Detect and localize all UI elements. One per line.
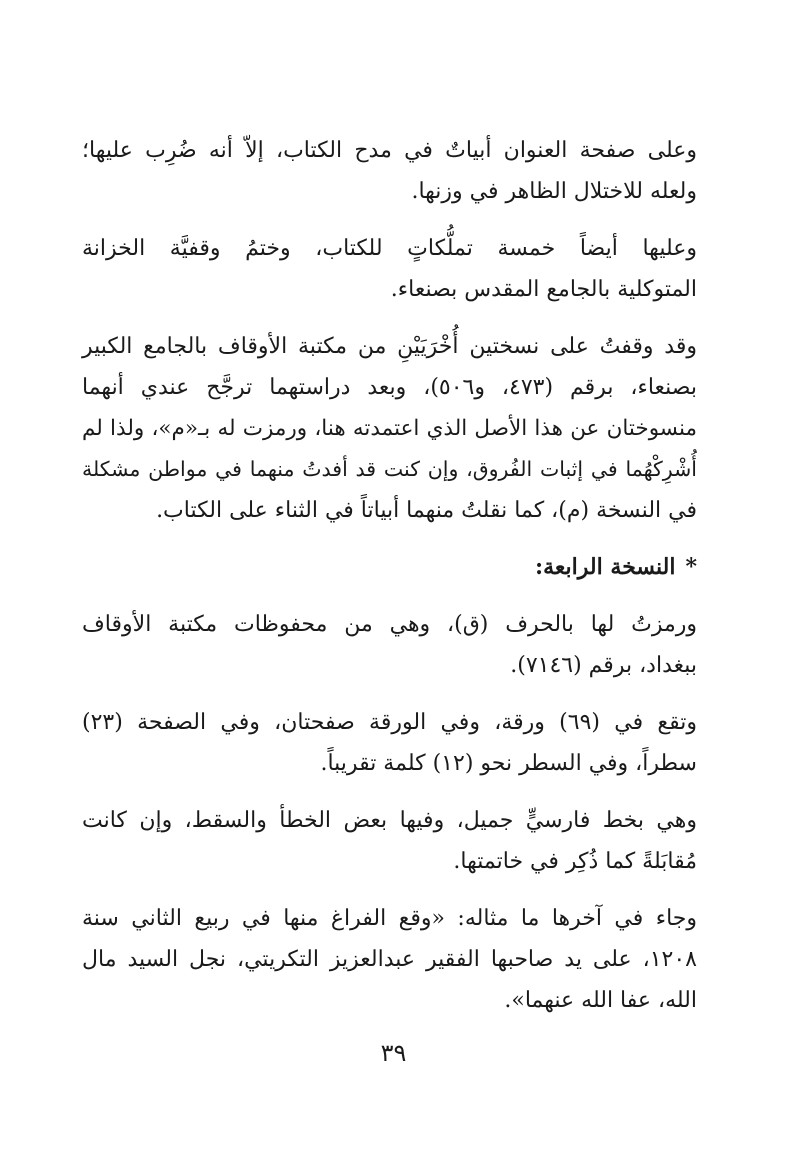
- text-line: مُقابَلةً كما ذُكِر في خاتمتها.: [453, 849, 697, 874]
- text-line: ورمزتُ لها بالحرف (ق)، وهي من محفوظات مكتبة الأوقاف: [82, 612, 697, 637]
- text-line: أُشْرِكْهُما في إثبات الفُروق، وإن كنت قد أفدتُ منهما في مواطن مشكلة: [82, 457, 697, 481]
- text-line: سطراً، وفي السطر نحو (١٢) كلمة تقريباً.: [320, 751, 697, 776]
- text-line: وقد وقفتُ على نسختين أُخْرَيَيْنِ من مكتبة الأوقاف بالجامع الكبير: [82, 334, 697, 359]
- paragraph-manuscript-script: [82, 800, 697, 882]
- paragraph-other-copies: [82, 326, 697, 531]
- page-body: [82, 130, 697, 1037]
- text-line: ١٢٠٨، على يد صاحبها الفقير عبدالعزيز التكريتي، نجل السيد مال: [82, 947, 697, 972]
- asterisk-icon: *: [685, 554, 697, 580]
- paragraph-ownership-stamps: [82, 228, 697, 310]
- paragraph-colophon: [82, 898, 697, 1021]
- paragraph-manuscript-symbol: [82, 604, 697, 686]
- text-line: في النسخة (م)، كما نقلتُ منهما أبياتاً في الثناء على الكتاب.: [156, 498, 697, 523]
- text-line: الله، عفا الله عنهما».: [504, 988, 697, 1013]
- text-line: منسوختان عن هذا الأصل الذي اعتمدته هنا، ورمزت له بـ«م»، ولذا لم: [82, 416, 697, 441]
- text-line: بصنعاء، برقم (٤٧٣، و٥٠٦)، وبعد دراستهما ترجَّح عندي أنهما: [82, 375, 698, 400]
- text-line: ببغداد، برقم (٧١٤٦).: [510, 653, 697, 678]
- page-number: ٣٩: [380, 1039, 407, 1067]
- text-line: وجاء في آخرها ما مثاله: «وقع الفراغ منها في ربيع الثاني سنة: [82, 906, 697, 931]
- text-line: وعليها أيضاً خمسة تملُّكاتٍ للكتاب، وختمُ وقفيَّة الخزانة: [82, 236, 697, 261]
- paragraph-title-page-verses: [82, 130, 697, 212]
- text-line: وهي بخط فارسيٍّ جميل، وفيها بعض الخطأ والسقط، وإن كانت: [82, 808, 697, 833]
- text-line: ولعله للاختلال الظاهر في وزنها.: [411, 179, 697, 204]
- text-line: وعلى صفحة العنوان أبياتٌ في مدح الكتاب، إلاّ أنه ضُرِب عليها؛: [82, 138, 697, 163]
- section-heading-text: النسخة الرابعة:: [535, 554, 676, 580]
- section-heading: [82, 547, 697, 588]
- text-line: المتوكلية بالجامع المقدس بصنعاء.: [390, 277, 697, 302]
- text-line: وتقع في (٦٩) ورقة، وفي الورقة صفحتان، وفي الصفحة (٢٣): [82, 710, 697, 735]
- paragraph-manuscript-size: [82, 702, 697, 784]
